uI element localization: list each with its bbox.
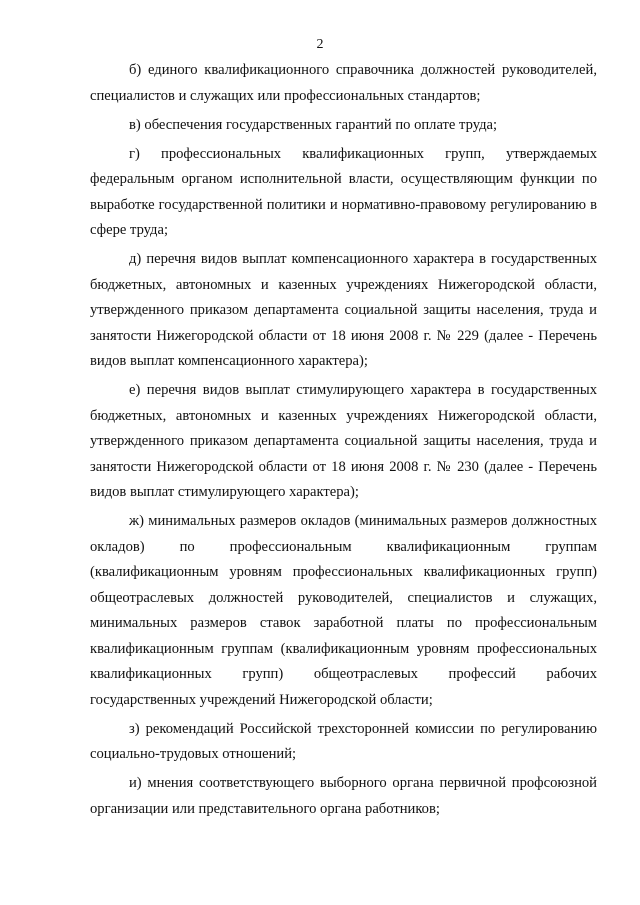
page-number: 2 [316, 37, 324, 52]
paragraph-v: в) обеспечения государственных гарантий по оплате труда; [129, 116, 498, 133]
paragraph-z: з) рекомендаций Российской трехсторонней комиссии по регулированию социально-трудовых отношений; [90, 720, 597, 762]
paragraph-e: е) перечня видов выплат стимулирующего характера в государственных бюджетных, автономных и казенных учреждениях Нижегородской области, утвержденного приказом департамента социальной защиты населения, труда и занятости Нижегородской области от 18 июня 2008 г. № 230 (далее - Перечень видов выплат стимулирующего характера); [90, 382, 597, 500]
paragraph-d: д) перечня видов выплат компенсационного характера в государственных бюджетных, автономных и казенных учреждениях Нижегородской области, утвержденного приказом департамента социальной защиты населения, труда и занятости Нижегородской области от 18 июня 2008 г. № 229 (далее - Перечень видов выплат компенсационного характера); [90, 251, 597, 369]
paragraph-i: и) мнения соответствующего выборного органа первичной профсоюзной организации или представительного органа работников; [90, 775, 597, 817]
paragraph-g: г) профессиональных квалификационных групп, утверждаемых федеральным органом исполнительной власти, осуществляющим функции по выработке государственной политики и нормативно-правовому регулированию в сфере труда; [90, 145, 597, 238]
paragraph-zh: ж) минимальных размеров окладов (минимальных размеров должностных окладов) по профессиональным квалификационным группам (квалификационным уровням профессиональных квалификационных групп) общеотраслевых должностей руководителей, специалистов и служащих, минимальных размеров ставок заработной платы по профессиональным квалификационным группам (квалификационным уровням профессиональных квалификационных групп) общеотраслевых профессий рабочих государственных учреждений Нижегородской области; [90, 513, 597, 708]
document-body [90, 58, 597, 826]
paragraph-b: б) единого квалификационного справочника должностей руководителей, специалистов и служащих или профессиональных стандартов; [90, 62, 597, 104]
